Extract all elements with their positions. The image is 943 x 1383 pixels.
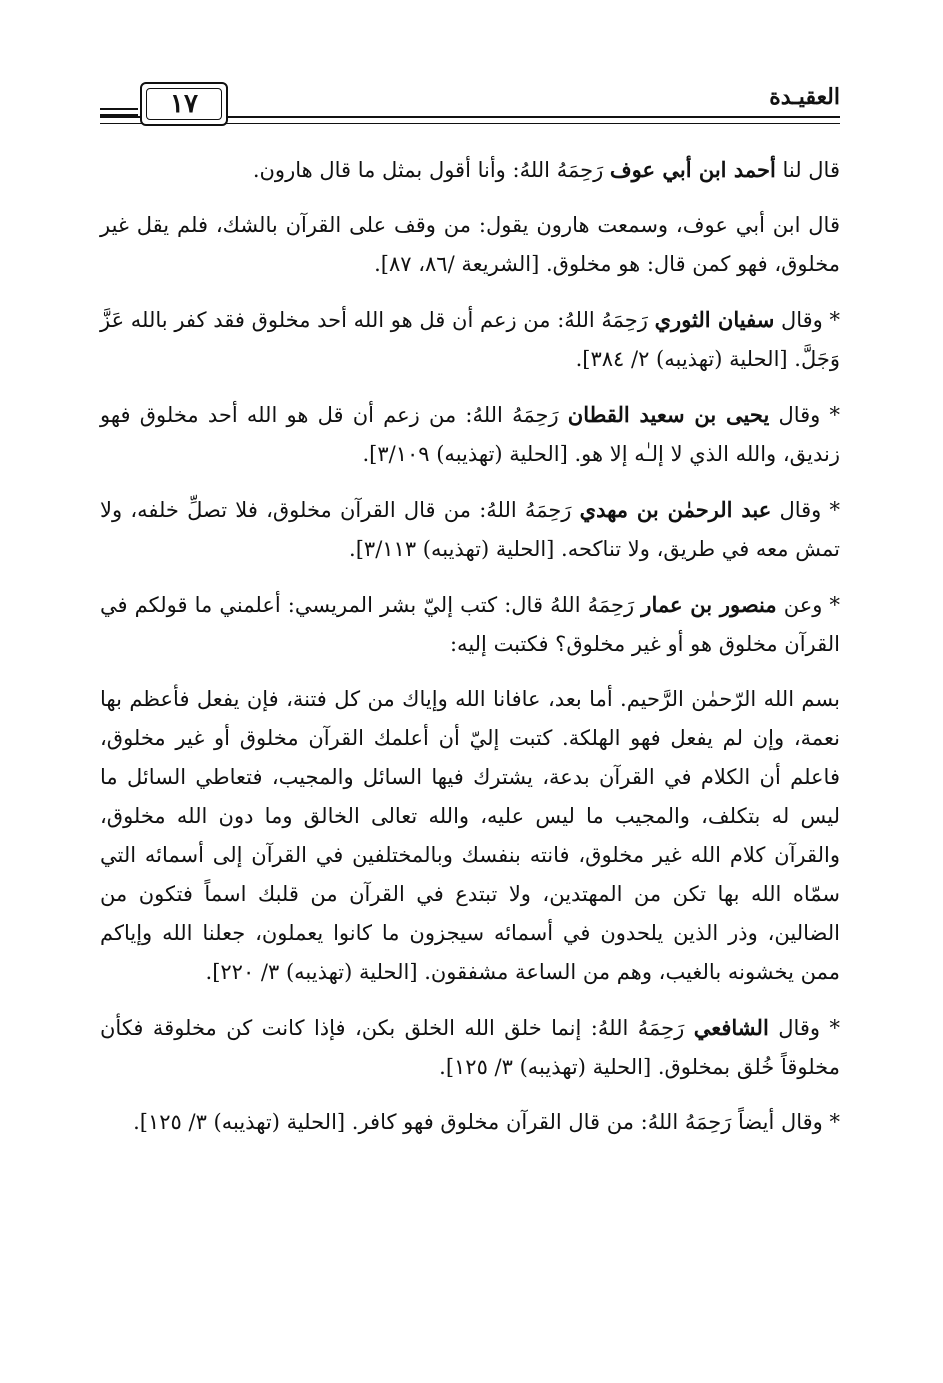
header-rule-left-2 [100, 114, 138, 116]
paragraph-lead: قال لنا [775, 158, 840, 182]
paragraph-text: رَحِمَهُ اللهُ قال: كتب إليّ بشر المريسي: أعلمني ما قولكم في القرآن مخلوق هو أو غير مخلوق؟ فكتبت إليه: [100, 593, 840, 656]
page-number-frame [140, 82, 228, 126]
scholar-name: سفيان الثوري [654, 307, 775, 332]
paragraph-text: قال ابن أبي عوف، وسمعت هارون يقول: من وقف على القرآن بالشك، فلم يقل غير مخلوق، فهو كمن قال: هو مخلوق. [الشريعة /٨٦، ٨٧]. [100, 213, 840, 276]
paragraph [100, 490, 840, 569]
paragraph-text: رَحِمَهُ اللهُ: من زعم أن قل هو الله أحد مخلوق فهو زنديق، والله الذي لا إلـٰه إلا هو. [الحلية (تهذيبه) ٣/١٠٩]. [100, 403, 840, 466]
body-text [100, 150, 840, 1158]
paragraph-text: رَحِمَهُ اللهُ: من قال القرآن مخلوق، فلا تصلِّ خلفه، ولا تمش معه في طريق، ولا تناكحه. [الحلية (تهذيبه) ٣/١١٣]. [100, 498, 840, 561]
paragraph-lead: * وعن [776, 593, 841, 617]
header-rule-left [100, 108, 138, 110]
scholar-name: الشافعي [693, 1015, 769, 1040]
paragraph [100, 150, 840, 190]
scholar-name: عبد الرحمٰن بن مهدي [579, 497, 772, 522]
paragraph-text: رَحِمَهُ اللهُ: وأنا أقول بمثل ما قال هارون. [252, 158, 610, 182]
running-title: العقيـدة [769, 84, 840, 110]
paragraph-text: بسم الله الرّحمٰن الرَّحيم. أما بعد، عافانا الله وإياك من كل فتنة، فإن يفعل فأعظم بها نعمة، وإن لم يفعل فهو الهلكة. كتبت إليّ أن أعلمك القرآن مخلوق أو غير مخلوق، فاعلم أن الكلام في القرآن بدعة، يشترك فيها السائل والمجيب، فتعاطي السائل ما ليس له بتكلف، والمجيب ما ليس عليه، والله تعالى الخالق وما دون الله مخلوق، والقرآن كلام الله غير مخلوق، فانته بنفسك وبالمختلفين في القرآن إلى أسمائه التي سمّاه الله بها تكن من المهتدين، ولا تبتدع في القرآن من قلبك اسماً فتكون من الضالين، وذر الذين يلحدون في أسمائه سيجزون ما كانوا يعملون، جعلنا الله وإياكم ممن يخشونه بالغيب، وهم من الساعة مشفقون. [الحلية (تهذيبه) ٣/ ٢٢٠]. [100, 687, 840, 984]
scholar-name: أحمد ابن أبي عوف [609, 157, 776, 182]
paragraph [100, 585, 840, 664]
paragraph [100, 1103, 840, 1142]
paragraph-lead: * وقال [769, 403, 840, 427]
paragraph-text: رَحِمَهُ اللهُ: من زعم أن قل هو الله أحد مخلوق فقد كفر بالله عَزَّ وَجَلَّ. [الحلية (تهذيبه) ٢/ ٣٨٤]. [100, 308, 840, 371]
paragraph [100, 395, 840, 474]
page-header [100, 78, 840, 134]
paragraph-text: * وقال أيضاً رَحِمَهُ اللهُ: من قال القرآن مخلوق فهو كافر. [الحلية (تهذيبه) ٣/ ١٢٥]. [133, 1110, 840, 1134]
paragraph [100, 1008, 840, 1087]
paragraph [100, 680, 840, 992]
scholar-name: منصور بن عمار [641, 592, 777, 617]
paragraph [100, 206, 840, 284]
paragraph [100, 300, 840, 379]
paragraph-lead: * وقال [774, 308, 841, 332]
paragraph-lead: * وقال [771, 498, 841, 522]
paragraph-text: رَحِمَهُ اللهُ: إنما خلق الله الخلق بكن، فإذا كانت كن مخلوقة فكأن مخلوقاً خُلق بمخلوق. [الحلية (تهذيبه) ٣/ ١٢٥]. [100, 1016, 840, 1079]
paragraph-lead: * وقال [768, 1016, 840, 1040]
page-number: ١٧ [170, 89, 198, 119]
scholar-name: يحيى بن سعيد القطان [567, 402, 770, 427]
